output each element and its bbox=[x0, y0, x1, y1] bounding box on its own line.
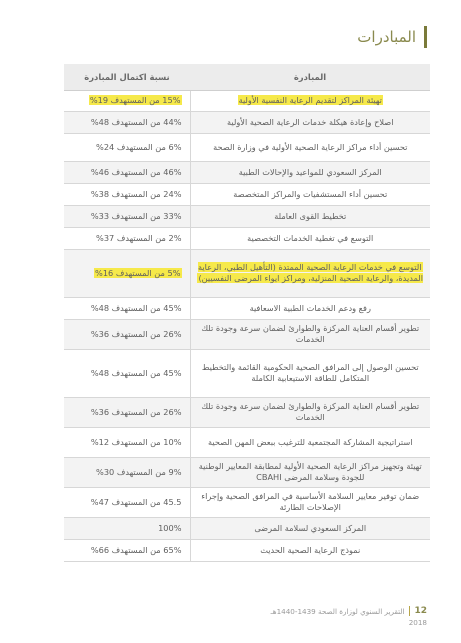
completion-cell bbox=[64, 161, 190, 183]
completion-cell bbox=[64, 427, 190, 457]
table-row bbox=[64, 205, 430, 227]
initiative-cell bbox=[190, 133, 430, 161]
completion-text: 9% من المستهدف 30% bbox=[96, 466, 182, 477]
initiative-cell bbox=[190, 397, 430, 427]
completion-cell bbox=[64, 133, 190, 161]
completion-cell bbox=[64, 227, 190, 249]
initiative-text: نموذج الرعاية الصحية الحديث bbox=[260, 544, 361, 555]
initiative-cell bbox=[190, 249, 430, 297]
initiative-text: تهيئة المراكز لتقديم الرعاية النفسية الأولية bbox=[238, 95, 382, 105]
initiative-cell bbox=[190, 457, 430, 487]
initiative-cell bbox=[190, 297, 430, 319]
initiative-cell bbox=[190, 349, 430, 397]
initiative-text: التوسع في خدمات الرعاية الصحية الممتدة (التأهيل الطبي، الرعاية المديدة، والرعاية الصحية المنزلية، ومراكز ايواء المرضى النفسيين) bbox=[197, 262, 424, 283]
initiative-cell bbox=[190, 517, 430, 539]
completion-text: 24% من المستهدف 38% bbox=[90, 188, 182, 199]
table-row bbox=[64, 397, 430, 427]
initiative-text: المركز السعودي لسلامة المرضى bbox=[254, 522, 367, 533]
footer-divider bbox=[409, 606, 410, 616]
completion-text: 45% من المستهدف 48% bbox=[90, 302, 182, 313]
table-row bbox=[64, 427, 430, 457]
completion-cell bbox=[64, 319, 190, 349]
initiative-cell bbox=[190, 205, 430, 227]
table-row bbox=[64, 111, 430, 133]
page-footer bbox=[271, 606, 427, 627]
table-row bbox=[64, 297, 430, 319]
initiative-text: تحسين أداء المستشفيات والمراكز المتخصصة bbox=[233, 188, 388, 199]
table-body bbox=[64, 90, 430, 561]
initiative-text: التوسع في تغطية الخدمات التخصصية bbox=[247, 232, 374, 243]
header-accent-bar bbox=[424, 26, 427, 48]
table-row bbox=[64, 349, 430, 397]
table-row bbox=[64, 90, 430, 111]
completion-text: 33% من المستهدف 33% bbox=[90, 210, 182, 221]
table-row bbox=[64, 249, 430, 297]
table-row bbox=[64, 183, 430, 205]
completion-text: 45.5 من المستهدف 47% bbox=[90, 496, 182, 507]
page-header bbox=[357, 26, 427, 48]
initiative-text: ضمان توفير معايير السلامة الأساسية في المرافق الصحية وإجراء الإصلاحات الطارئة bbox=[201, 491, 420, 512]
completion-cell bbox=[64, 297, 190, 319]
page-number: 12 bbox=[414, 606, 427, 616]
table-row bbox=[64, 227, 430, 249]
table-row bbox=[64, 457, 430, 487]
completion-cell bbox=[64, 517, 190, 539]
initiatives-table-wrapper bbox=[64, 64, 430, 562]
page-title: المبادرات bbox=[357, 28, 416, 46]
table-row bbox=[64, 487, 430, 517]
initiative-cell bbox=[190, 111, 430, 133]
completion-text: 6% من المستهدف 24% bbox=[96, 141, 182, 152]
initiative-cell bbox=[190, 227, 430, 249]
initiative-text: تحسين أداء مراكز الرعاية الصحية الأولية في وزارة الصحة bbox=[213, 141, 408, 152]
completion-text: 26% من المستهدف 36% bbox=[90, 328, 182, 339]
completion-text: 100% bbox=[158, 522, 182, 533]
completion-text: 44% من المستهدف 48% bbox=[90, 116, 182, 127]
initiative-cell bbox=[190, 161, 430, 183]
initiative-cell bbox=[190, 183, 430, 205]
report-title: التقرير السنوي لوزارة الصحة 1439-1440هـ bbox=[270, 606, 405, 616]
report-year: 2018 bbox=[408, 618, 427, 627]
completion-cell bbox=[64, 249, 190, 297]
completion-text: 2% من المستهدف 37% bbox=[96, 232, 182, 243]
completion-cell bbox=[64, 539, 190, 561]
completion-text: 5% من المستهدف 16% bbox=[95, 267, 181, 278]
completion-cell bbox=[64, 111, 190, 133]
table-row bbox=[64, 539, 430, 561]
completion-cell bbox=[64, 457, 190, 487]
initiative-cell bbox=[190, 427, 430, 457]
completion-cell bbox=[64, 90, 190, 111]
initiatives-table bbox=[64, 64, 430, 562]
completion-cell bbox=[64, 487, 190, 517]
initiative-text: تطوير أقسام العناية المركزة والطوارئ لضمان سرعة وجودة تلك الخدمات bbox=[201, 323, 420, 344]
completion-cell bbox=[64, 183, 190, 205]
table-row bbox=[64, 161, 430, 183]
initiative-text: تخطيط القوى العاملة bbox=[274, 210, 347, 221]
completion-text: 45% من المستهدف 48% bbox=[90, 367, 182, 378]
initiative-cell bbox=[190, 319, 430, 349]
completion-text: 46% من المستهدف 46% bbox=[90, 166, 182, 177]
initiative-text: اصلاح وإعادة هيكلة خدمات الرعاية الصحية الأولية bbox=[226, 116, 394, 127]
completion-text: 65% من المستهدف 66% bbox=[90, 544, 182, 555]
completion-cell bbox=[64, 397, 190, 427]
table-row bbox=[64, 133, 430, 161]
initiative-text: استراتيجية المشاركة المجتمعية للترغيب ببعض المهن الصحية bbox=[208, 436, 413, 447]
initiative-text: تهيئة وتجهيز مراكز الرعاية الصحية الأولية لمطابقة المعايير الوطنية للجودة وسلامة المرضى CBAHI bbox=[198, 461, 422, 482]
column-header-initiative: المبادرة bbox=[190, 64, 430, 90]
initiative-text: رفع ودعم الخدمات الطبية الاسعافية bbox=[249, 302, 371, 313]
initiative-cell bbox=[190, 90, 430, 111]
initiative-text: المركز السعودي للمواعيد والإحالات الطبية bbox=[238, 166, 382, 177]
completion-text: 15% من المستهدف 19% bbox=[89, 95, 181, 105]
completion-text: 26% من المستهدف 36% bbox=[90, 406, 182, 417]
initiative-cell bbox=[190, 539, 430, 561]
table-row bbox=[64, 319, 430, 349]
completion-text: 10% من المستهدف 12% bbox=[90, 436, 182, 447]
completion-cell bbox=[64, 205, 190, 227]
table-row bbox=[64, 517, 430, 539]
initiative-cell bbox=[190, 487, 430, 517]
completion-cell bbox=[64, 349, 190, 397]
column-header-completion: نسبة اكتمال المبادرة bbox=[64, 64, 190, 90]
initiative-text: تحسين الوصول إلى المرافق الصحية الحكومية القائمة والتخطيط المتكامل للطاقة الاستيعابية الكاملة bbox=[201, 362, 419, 383]
table-header-row bbox=[64, 64, 430, 90]
initiative-text: تطوير أقسام العناية المركزة والطوارئ لضمان سرعة وجودة تلك الخدمات bbox=[201, 401, 420, 422]
